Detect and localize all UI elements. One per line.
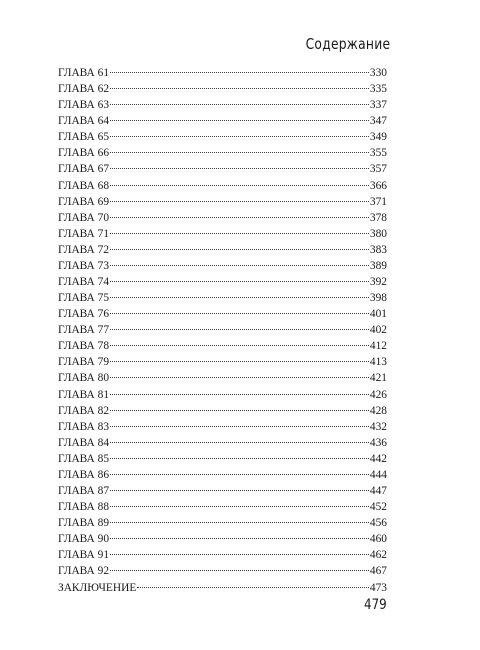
dot-leader (110, 201, 369, 202)
toc-entry (58, 419, 387, 435)
toc-entry-label: ГЛАВА 86 (58, 468, 110, 481)
toc-entry-page: 398 (369, 292, 387, 305)
dot-leader (110, 265, 369, 266)
toc-entry-page: 447 (369, 485, 387, 498)
toc-entry (58, 387, 387, 403)
toc-entry-page: 467 (369, 565, 387, 578)
toc-entry-page: 357 (369, 163, 387, 176)
toc-entry-page: 432 (369, 420, 387, 433)
toc-entry-label: ГЛАВА 63 (58, 99, 110, 112)
toc-entry (58, 97, 387, 113)
dot-leader (110, 506, 369, 507)
toc-entry (58, 210, 387, 226)
toc-entry (58, 451, 387, 467)
toc-entry-label: ГЛАВА 83 (58, 420, 110, 433)
toc-entry-page: 460 (369, 533, 387, 546)
toc-entry (58, 274, 387, 290)
toc-entry (58, 129, 387, 145)
toc-entry (58, 242, 387, 258)
toc-entry-page: 452 (369, 501, 387, 514)
toc-entry (58, 194, 387, 210)
page-number: 479 (364, 597, 387, 613)
dot-leader (110, 329, 369, 330)
toc-entry-label: ГЛАВА 66 (58, 147, 110, 160)
toc-entry-page: 347 (369, 115, 387, 128)
toc-entry (58, 113, 387, 129)
dot-leader (137, 587, 369, 588)
toc-entry-label: ГЛАВА 72 (58, 243, 110, 256)
dot-leader (110, 458, 369, 459)
toc-entry (58, 65, 387, 81)
toc-entry-page: 462 (369, 549, 387, 562)
toc-entry (58, 226, 387, 242)
toc-entry-label: ГЛАВА 84 (58, 436, 110, 449)
toc-entry-label: ГЛАВА 89 (58, 517, 110, 530)
toc-entry (58, 403, 387, 419)
dot-leader (110, 538, 369, 539)
toc-entry (58, 563, 387, 579)
table-of-contents (58, 65, 387, 596)
toc-entry-label: ГЛАВА 65 (58, 131, 110, 144)
toc-entry-label: ГЛАВА 78 (58, 340, 110, 353)
toc-entry (58, 81, 387, 97)
toc-entry-page: 355 (369, 147, 387, 160)
toc-entry-page: 442 (369, 452, 387, 465)
dot-leader (110, 410, 369, 411)
toc-entry-label: ГЛАВА 73 (58, 259, 110, 272)
toc-entry-label: ГЛАВА 61 (58, 67, 110, 79)
dot-leader (110, 88, 369, 89)
toc-entry-label: ГЛАВА 76 (58, 308, 110, 321)
dot-leader (110, 297, 369, 298)
dot-leader (110, 249, 369, 250)
dot-leader (110, 442, 369, 443)
dot-leader (110, 313, 369, 314)
toc-entry-label: ГЛАВА 92 (58, 565, 110, 578)
toc-entry-page: 392 (369, 276, 387, 289)
toc-entry (58, 467, 387, 483)
toc-entry-label: ЗАКЛЮЧЕНИЕ (58, 581, 137, 594)
toc-entry-label: ГЛАВА 80 (58, 372, 110, 385)
toc-entry-label: ГЛАВА 87 (58, 485, 110, 498)
toc-entry (58, 547, 387, 563)
dot-leader (110, 554, 369, 555)
toc-entry-label: ГЛАВА 64 (58, 115, 110, 128)
running-head: Содержание (305, 35, 390, 53)
toc-entry-page: 412 (369, 340, 387, 353)
toc-entry-page: 380 (369, 227, 387, 240)
dot-leader (110, 281, 369, 282)
dot-leader (110, 377, 369, 378)
dot-leader (110, 394, 369, 395)
toc-entry-page: 456 (369, 517, 387, 530)
toc-entry-page: 473 (369, 581, 387, 594)
toc-entry (58, 531, 387, 547)
toc-entry-page: 389 (369, 259, 387, 272)
toc-entry-page: 413 (369, 356, 387, 369)
toc-entry (58, 178, 387, 194)
toc-entry-page: 436 (369, 436, 387, 449)
dot-leader (110, 570, 369, 571)
toc-entry-page: 371 (369, 195, 387, 208)
toc-entry-page: 426 (369, 388, 387, 401)
dot-leader (110, 136, 369, 137)
toc-entry-label: ГЛАВА 70 (58, 211, 110, 224)
dot-leader (110, 426, 369, 427)
toc-entry-label: ГЛАВА 79 (58, 356, 110, 369)
toc-entry-label: ГЛАВА 85 (58, 452, 110, 465)
toc-entry-page: 383 (369, 243, 387, 256)
toc-entry-label: ГЛАВА 77 (58, 324, 110, 337)
toc-entry-label: ГЛАВА 82 (58, 404, 110, 417)
toc-entry (58, 306, 387, 322)
toc-entry-label: ГЛАВА 67 (58, 163, 110, 176)
dot-leader (110, 72, 369, 73)
toc-entry-label: ГЛАВА 62 (58, 83, 110, 96)
dot-leader (110, 474, 369, 475)
toc-entry-page: 444 (369, 468, 387, 481)
toc-entry-label: ГЛАВА 91 (58, 549, 110, 562)
toc-entry (58, 161, 387, 177)
toc-entry-page: 428 (369, 404, 387, 417)
toc-entry (58, 338, 387, 354)
toc-entry-page: 335 (369, 83, 387, 96)
toc-entry (58, 580, 387, 596)
toc-entry (58, 499, 387, 515)
toc-entry-page: 330 (369, 67, 387, 79)
dot-leader (110, 104, 369, 105)
toc-entry (58, 354, 387, 370)
toc-entry-label: ГЛАВА 75 (58, 292, 110, 305)
toc-entry-label: ГЛАВА 81 (58, 388, 110, 401)
toc-entry (58, 515, 387, 531)
dot-leader (110, 217, 369, 218)
dot-leader (110, 120, 369, 121)
toc-entry-label: ГЛАВА 69 (58, 195, 110, 208)
toc-entry (58, 258, 387, 274)
toc-entry-page: 366 (369, 179, 387, 192)
dot-leader (110, 361, 369, 362)
dot-leader (110, 490, 369, 491)
toc-entry (58, 322, 387, 338)
dot-leader (110, 233, 369, 234)
dot-leader (110, 345, 369, 346)
dot-leader (110, 152, 369, 153)
toc-entry-page: 421 (369, 372, 387, 385)
toc-entry (58, 435, 387, 451)
toc-entry (58, 290, 387, 306)
toc-entry-label: ГЛАВА 68 (58, 179, 110, 192)
dot-leader (110, 168, 369, 169)
toc-entry-page: 337 (369, 99, 387, 112)
toc-entry-page: 402 (369, 324, 387, 337)
toc-entry-label: ГЛАВА 74 (58, 276, 110, 289)
toc-entry-page: 401 (369, 308, 387, 321)
toc-entry-label: ГЛАВА 88 (58, 501, 110, 514)
toc-entry (58, 370, 387, 386)
toc-entry (58, 145, 387, 161)
toc-entry-page: 349 (369, 131, 387, 144)
toc-entry-label: ГЛАВА 71 (58, 227, 110, 240)
toc-entry-page: 378 (369, 211, 387, 224)
dot-leader (110, 185, 369, 186)
toc-entry (58, 483, 387, 499)
dot-leader (110, 522, 369, 523)
toc-entry-label: ГЛАВА 90 (58, 533, 110, 546)
